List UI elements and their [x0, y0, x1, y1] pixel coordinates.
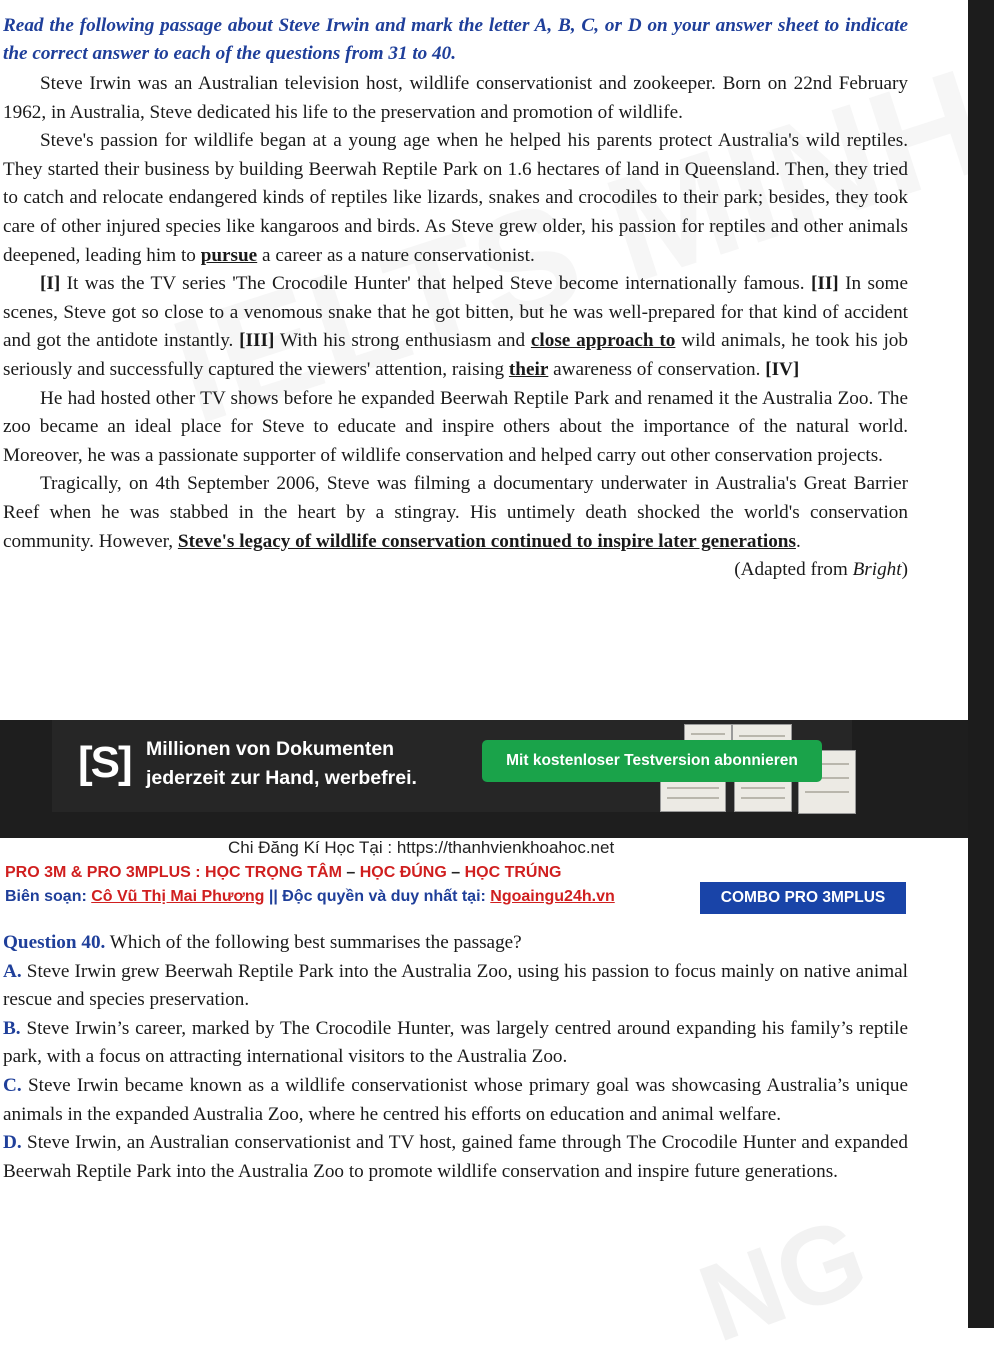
instruction: Read the following passage about Steve Irwin and mark the letter A, B, C, or D on your answer sheet to indicate the correct answer to each of the questions from 31 to 40. — [3, 15, 908, 64]
author-line: Biên soạn: Cô Vũ Thị Mai Phương || Độc quyền và duy nhất tại: Ngoaingu24h.vn — [5, 888, 615, 905]
combo-badge: COMBO PRO 3MPLUS — [700, 882, 906, 914]
subscribe-button[interactable]: Mit kostenloser Testversion abonnieren — [482, 740, 822, 782]
marker-i: [I] — [40, 273, 61, 295]
marker-ii: [II] — [810, 273, 839, 295]
register-link[interactable]: Chi Đăng Kí Học Tại : https://thanhvienkhoahoc.net — [228, 838, 615, 857]
question-label: Question 40. — [3, 932, 106, 953]
author-name: Cô Vũ Thị Mai Phương — [91, 888, 265, 905]
right-border — [968, 0, 994, 1328]
paragraph-4: He had hosted other TV shows before he expanded Beerwah Reptile Park and renamed it the Australia Zoo. The zoo became an ideal place for Steve to educate and inspire others about the importance of the natural world. Moreover, he was a passionate supporter of wildlife conservation and helped carry out other conservation projects. — [3, 387, 908, 466]
ad-thumbnail-icon — [660, 778, 726, 812]
paragraph-3: [I] It was the TV series 'The Crocodile Hunter' that helped Steve become internationally famous. [II] In some scenes, Steve got so close to a venomous snake that he got bitten, but he was well-prepared for that kind of accident and got the antidote instantly. [III] With his strong enthusiasm and close approach to wild animals, he took his job seriously and successfully captured the viewers' attention, raising their awareness of conservation. [IV] — [3, 273, 908, 380]
ad-banner[interactable] — [0, 720, 968, 838]
passage — [3, 12, 908, 585]
pro-slogan: PRO 3M & PRO 3MPLUS : HỌC TRỌNG TÂM – HỌC ĐÚNG – HỌC TRÚNG — [5, 864, 562, 881]
corner-watermark: NG — [684, 1193, 882, 1366]
marker-iv: [IV] — [765, 358, 800, 380]
paragraph-2: Steve's passion for wildlife began at a young age when he helped his parents protect Australia's wild reptiles. They started their business by building Beerwah Reptile Park on 1.6 hectares of land in Queensland. Then, they tried to catch and relocate endangered kinds of reptiles like lizards, snakes and crocodiles to their park; besides, they took care of other injured species like kangaroos and birds. As Steve grew older, his passion for reptiles and other animals deepened, leading him to pursue a career as a nature conservationist. — [3, 130, 908, 266]
marker-iii: [III] — [239, 330, 275, 352]
underlined-pursue: pursue — [200, 244, 258, 266]
ad-thumbnail-icon — [734, 778, 792, 812]
option-a: A. Steve Irwin grew Beerwah Reptile Park into the Australia Zoo, using his passion to focus mainly on native animal rescue and species preservation. — [3, 960, 908, 1011]
site-link[interactable]: Ngoaingu24h.vn — [490, 888, 615, 905]
source-credit: (Adapted from Bright) — [734, 559, 908, 581]
question-40 — [3, 929, 908, 1186]
ad-text: Millionen von Dokumenten jederzeit zur Hand, werbefrei. — [146, 738, 417, 789]
scribd-logo-icon: [S] — [78, 738, 131, 787]
course-header — [0, 838, 968, 916]
paragraph-1: Steve Irwin was an Australian television host, wildlife conservationist and zookeeper. Born on 22nd February 1962, in Australia, Steve dedicated his life to the preservation and promotion of wildlife. — [3, 73, 908, 123]
option-d: D. Steve Irwin, an Australian conservationist and TV host, gained fame through The Crocodile Hunter and expanded Beerwah Reptile Park into the Australia Zoo to promote wildlife conservation and inspire future generations. — [3, 1132, 908, 1182]
underlined-close-approach: close approach to — [530, 330, 676, 352]
option-b: B. Steve Irwin’s career, marked by The Crocodile Hunter, was largely centred around expanding his family’s reptile park, with a focus on attracting international visitors to the Australia Zoo. — [3, 1017, 908, 1068]
paragraph-5: Tragically, on 4th September 2006, Steve was filming a documentary underwater in Australia's Great Barrier Reef when he was stabbed in the heart by a stingray. His untimely death shocked the world's conservation community. However, Steve's legacy of wildlife conservation continued to inspire later generations. — [3, 473, 908, 552]
underlined-their: their — [508, 358, 549, 380]
question-stem: Question 40. Which of the following best summarises the passage? — [3, 932, 522, 953]
option-c: C. Steve Irwin became known as a wildlife conservationist whose primary goal was showcasing Australia’s unique animals in the expanded Australia Zoo, where he centred his efforts on education and animal welfare. — [3, 1074, 908, 1125]
underlined-legacy: Steve's legacy of wildlife conservation continued to inspire later generations — [177, 530, 796, 552]
